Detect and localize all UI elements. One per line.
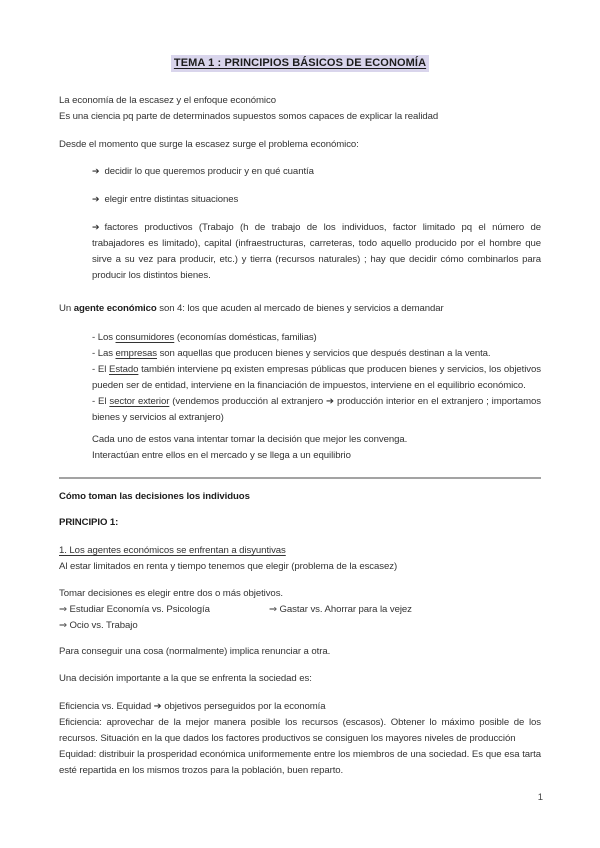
example-spend-vs-save: ⇒ Gastar vs. Ahorrar para la vejez: [269, 604, 412, 615]
agent-firms-pre: - Las: [92, 348, 116, 359]
agent-state-term: Estado: [109, 364, 139, 375]
examples-row: [59, 602, 541, 618]
rule-title: 1. Los agentes económicos se enfrentan a disyuntivas: [59, 545, 286, 556]
page-number: 1: [537, 792, 543, 803]
problem-lead: Desde el momento que surge la escasez surge el problema económico:: [59, 139, 359, 150]
agent-firms-post: son aquellas que producen bienes y servicios que después destinan a la venta.: [157, 348, 491, 359]
problem-item-3-text: factores productivos (Trabajo (h de trabajo de los individuos, factor limitado pq el número de trabajadores es limitado), capital (infraestructuras, carreteras, todo aquello producido por el hombre que sirve a su vez para producir, etc.) y tierra (recursos naturales) ; hay que decidir cómo combinarlos para producir los distintos bienes.: [92, 222, 541, 281]
agents-list: [59, 330, 541, 464]
agent-state: [92, 362, 541, 394]
agent-foreign-term: sector exterior: [109, 396, 170, 407]
agent-state-post: también interviene pq existen empresas públicas que producen bienes y servicios, los objetivos pueden ser de entidad, interviene en la financiación de impuestos, interviene en el equilibrio económico.: [92, 364, 541, 391]
arrow-right-icon: ➔: [92, 194, 100, 204]
agents-note-1: Cada uno de estos vana intentar tomar la decisión que mejor les convenga.: [92, 434, 408, 445]
page-title: TEMA 1 : PRINCIPIOS BÁSICOS DE ECONOMÍA: [171, 55, 429, 72]
agents-note-2: Interactúan entre ellos en el mercado y se llega a un equilibrio: [92, 450, 351, 461]
section-divider: [59, 477, 541, 479]
arrow-right-icon: ➔: [92, 222, 100, 232]
agents-lead: [59, 301, 541, 317]
equity-definition: Equidad: distribuir la prosperidad económica uniformemente entre los miembros de una sociedad. Es que esa tarta esté repartida en los mismos trozos para la población, buen reparto.: [59, 749, 541, 776]
efficiency-vs-equity-line: Eficiencia vs. Equidad ➔ objetivos perseguidos por la economía: [59, 701, 326, 712]
agents-lead-pre: Un: [59, 303, 74, 314]
problem-item-2-text: elegir entre distintas situaciones: [104, 194, 239, 205]
problem-item-3: [59, 219, 541, 284]
agent-consumers-term: consumidores: [115, 332, 175, 343]
agent-foreign-pre: - El: [92, 396, 110, 407]
principle-heading: PRINCIPIO 1:: [59, 517, 119, 528]
arrow-right-icon: ➔: [92, 166, 100, 176]
agents-lead-term: agente económico: [73, 303, 157, 314]
intro-line-2: Es una ciencia pq parte de determinados supuestos somos capaces de explicar la realidad: [59, 111, 439, 122]
efficiency-definition: Eficiencia: aprovechar de la mejor manera posible los recursos (escasos). Obtener lo máximo posible de los recursos. Situación en la que dados los factores productivos se consiguen los mayores niveles de producción: [59, 717, 541, 744]
problem-item-1-text: decidir lo que queremos producir y en qué cuantía: [104, 166, 314, 177]
society-decision-line: Una decisión importante a la que se enfrenta la sociedad es:: [59, 673, 312, 684]
agent-firms-term: empresas: [115, 348, 157, 359]
decisions-heading: Cómo toman las decisiones los individuos: [59, 491, 250, 502]
problem-item-1: [59, 163, 541, 180]
choose-lead: Tomar decisiones es elegir entre dos o más objetivos.: [59, 588, 283, 599]
agent-consumers: [92, 330, 541, 346]
intro-line-1: La economía de la escasez y el enfoque económico: [59, 95, 276, 106]
agent-foreign-post: (vendemos producción al extranjero ➔ producción interior en el extranjero ; importamos bienes y servicios al extranjero): [92, 396, 541, 423]
tradeoff-line: Para conseguir una cosa (normalmente) implica renunciar a otra.: [59, 646, 331, 657]
agent-consumers-post: (economías domésticas, familias): [174, 332, 317, 343]
agent-firms: [92, 346, 541, 362]
problem-item-2: [59, 191, 541, 208]
title-row: [59, 55, 541, 72]
example-study-vs-psych: ⇒ Estudiar Economía vs. Psicología: [59, 604, 210, 615]
agents-lead-post: son 4: los que acuden al mercado de bienes y servicios a demandar: [156, 303, 444, 314]
example-leisure-vs-work: ⇒ Ocio vs. Trabajo: [59, 620, 138, 631]
agent-state-pre: - El: [92, 364, 109, 375]
agent-foreign: [92, 394, 541, 426]
rule-subtitle: Al estar limitados en renta y tiempo tenemos que elegir (problema de la escasez): [59, 561, 398, 572]
agent-consumers-pre: - Los: [92, 332, 116, 343]
